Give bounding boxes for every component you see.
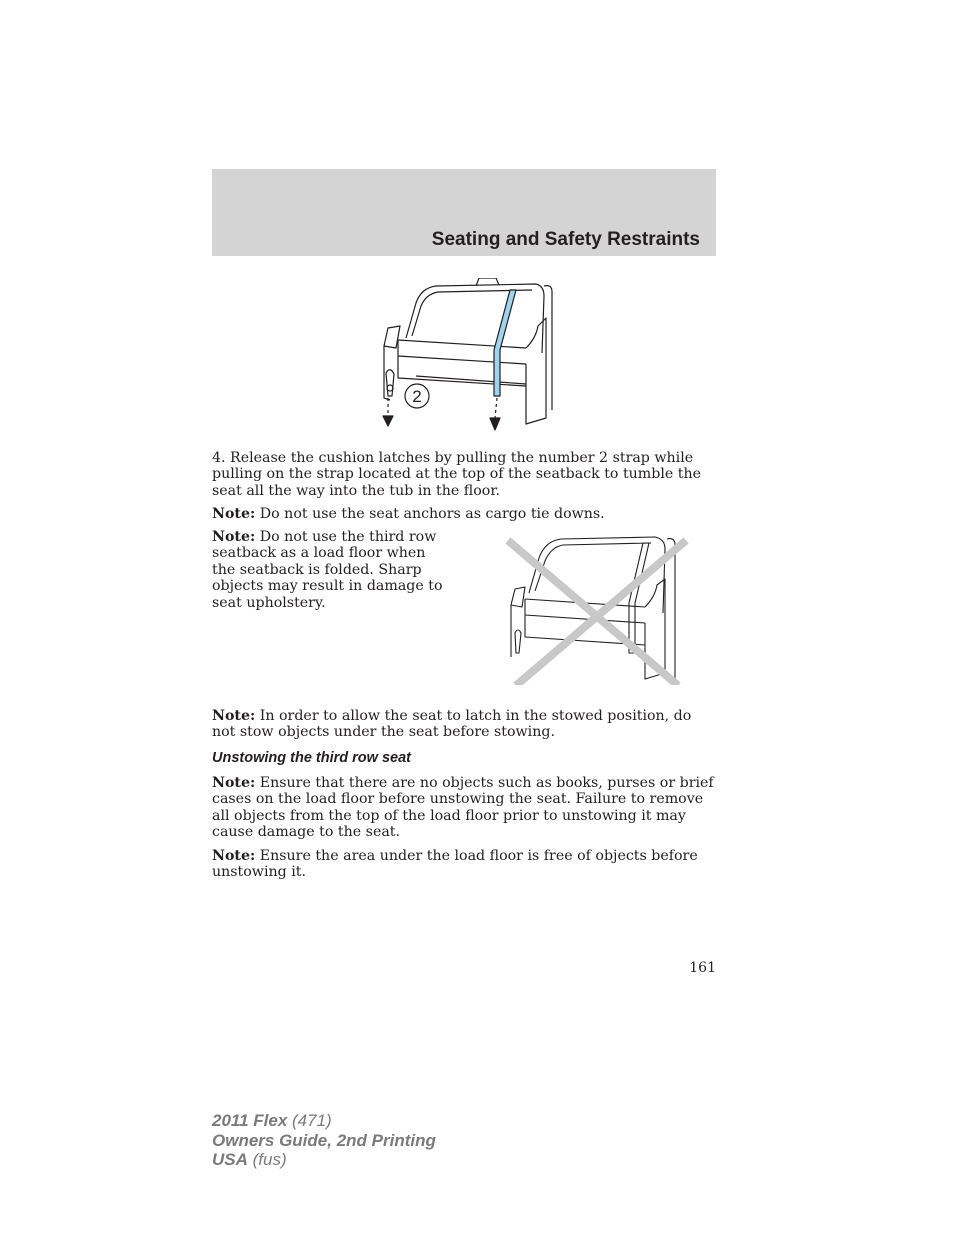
note-text: In order to allow the seat to latch in the stowed position, do not stow objects under the seat before stowing. (212, 708, 692, 741)
note-label: Note: (212, 708, 256, 724)
note-area-under-floor (212, 848, 716, 881)
strap-callout-number: 2 (412, 387, 422, 406)
section-heading: Unstowing the third row seat (212, 750, 411, 766)
footer-market-code: (fus) (247, 1150, 287, 1169)
note-text: Do not use the seat anchors as cargo tie downs. (255, 506, 605, 522)
footer-line-1 (212, 1111, 436, 1131)
step-4-text: 4. Release the cushion latches by pulling the number 2 strap while pulling on the strap located at the top of the seatback to tumble the seat all the way into the tub in the floor. (212, 450, 702, 499)
note-text: Ensure the area under the load floor is free of objects before unstowing it. (212, 848, 698, 881)
section-header-band (212, 169, 716, 256)
footer-line-3 (212, 1150, 436, 1170)
section-title: Seating and Safety Restraints (431, 229, 700, 250)
note-label: Note: (212, 506, 256, 522)
note-label: Note: (212, 775, 256, 791)
note-stowed-position (212, 708, 716, 741)
footer-model-code: (471) (287, 1111, 332, 1130)
note-objects-on-floor (212, 775, 716, 841)
note-load-floor (212, 529, 452, 611)
note-text: Ensure that there are no objects such as books, purses or brief cases on the load floor before unstowing the seat. Failure to remove all objects from the top of the load floor prior to unstowing it may cause damage to the seat. (212, 775, 714, 841)
prohibited-load-floor-illustration (505, 533, 690, 685)
footer-model: 2011 Flex (212, 1111, 288, 1130)
seat-stow-illustration (376, 278, 556, 436)
note-cargo-tie-downs (212, 506, 716, 522)
note-text: Do not use the third row seatback as a load floor when the seatback is folded. Sharp objects may result in damage to seat upholstery. (212, 529, 443, 611)
document-footer (212, 1111, 436, 1170)
footer-market: USA (212, 1150, 248, 1169)
page-number: 161 (689, 960, 716, 976)
footer-line-2: Owners Guide, 2nd Printing (212, 1130, 436, 1150)
note-label: Note: (212, 848, 256, 864)
note-label: Note: (212, 529, 256, 545)
